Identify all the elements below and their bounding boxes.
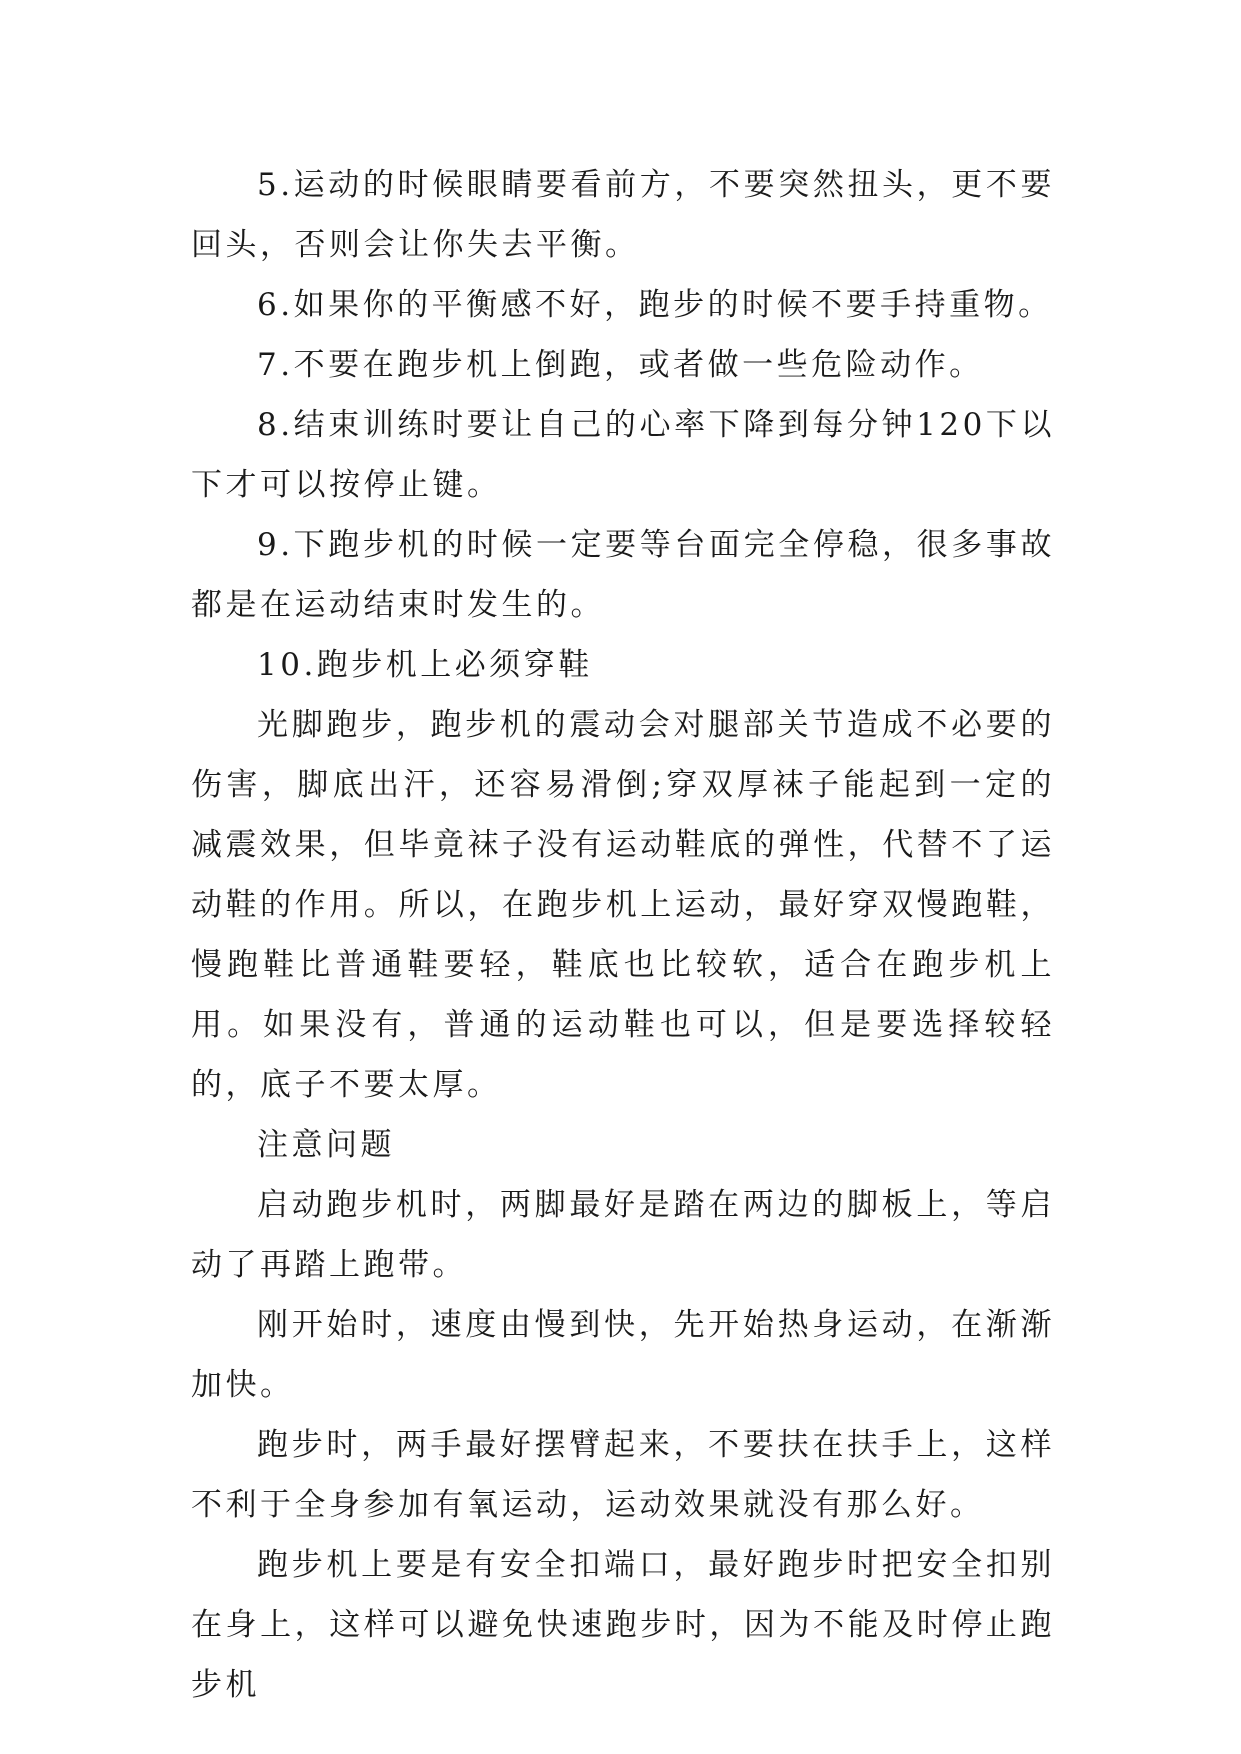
paragraph-tip-5: 5.运动的时候眼睛要看前方，不要突然扭头，更不要回头，否则会让你失去平衡。 [191, 167, 1055, 263]
paragraph-tip-7: 7.不要在跑步机上倒跑，或者做一些危险动作。 [257, 347, 984, 383]
paragraph-tip-10-heading: 10.跑步机上必须穿鞋 [257, 647, 593, 683]
paragraph-shoes-explanation: 光脚跑步，跑步机的震动会对腿部关节造成不必要的伤害，脚底出汗，还容易滑倒;穿双厚袜子能起到一定的减震效果，但毕竟袜子没有运动鞋底的弹性，代替不了运动鞋的作用。所以，在跑步机上运动，最好穿双慢跑鞋，慢跑鞋比普通鞋要轻，鞋底也比较软，适合在跑步机上用。如果没有，普通的运动鞋也可以，但是要选择较轻的，底子不要太厚。 [191, 707, 1055, 1103]
paragraph-note-speed: 刚开始时，速度由慢到快，先开始热身运动，在渐渐加快。 [191, 1307, 1055, 1403]
section-heading-notes: 注意问题 [257, 1127, 395, 1163]
paragraph-note-start: 启动跑步机时，两脚最好是踏在两边的脚板上，等启动了再踏上跑带。 [191, 1187, 1055, 1283]
paragraph-tip-6: 6.如果你的平衡感不好，跑步的时候不要手持重物。 [257, 287, 1053, 323]
paragraph-tip-8: 8.结束训练时要让自己的心率下降到每分钟120下以下才可以按停止键。 [191, 407, 1055, 503]
paragraph-note-safety-clip: 跑步机上要是有安全扣端口，最好跑步时把安全扣别在身上，这样可以避免快速跑步时，因为不能及时停止跑步机 [191, 1547, 1055, 1703]
document-page [191, 155, 1055, 1715]
paragraph-note-arms: 跑步时，两手最好摆臂起来，不要扶在扶手上，这样不利于全身参加有氧运动，运动效果就没有那么好。 [191, 1427, 1055, 1523]
paragraph-tip-9: 9.下跑步机的时候一定要等台面完全停稳，很多事故都是在运动结束时发生的。 [191, 527, 1055, 623]
